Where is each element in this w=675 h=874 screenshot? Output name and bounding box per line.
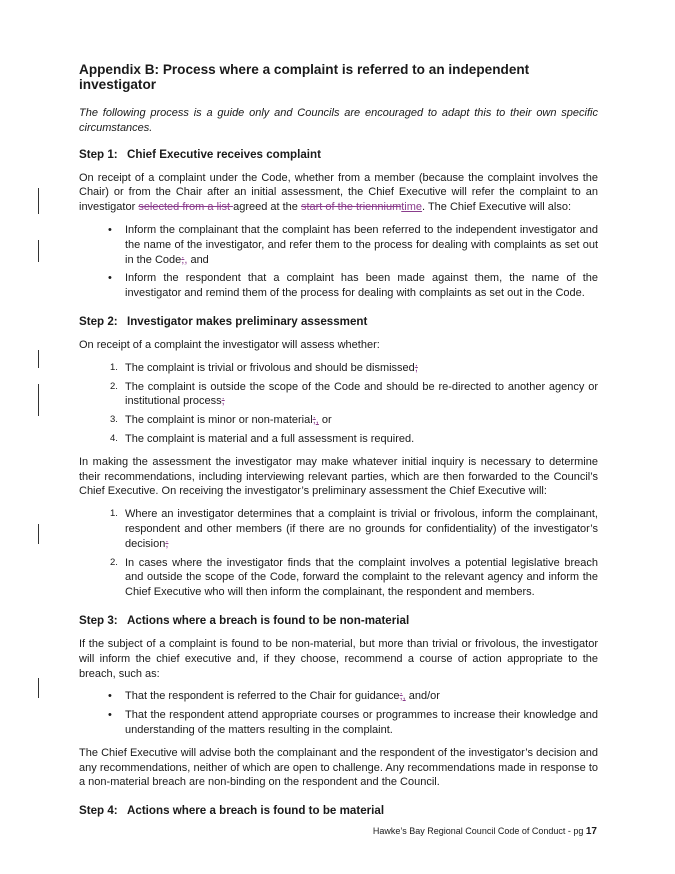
step2-numbered-list xyxy=(79,361,598,447)
list-item: 3. The complaint is minor or non-material;, or xyxy=(110,414,332,427)
step2-actions-list xyxy=(79,507,598,600)
page-footer: Hawke’s Bay Regional Council Code of Conduct - pg 17 xyxy=(372,826,597,837)
list-item: • Inform the respondent that a complaint has been made against them, the name of the investigator and remind them of the process for dealing with complaints as set out in the Code. xyxy=(125,271,598,301)
list-item: • Inform the complainant that the complaint has been referred to the independent investigator and the name of the investigator, and refer them to the process for dealing with complaints as set out in the Code;, and xyxy=(125,223,598,267)
list-item: 1. The complaint is trivial or frivolous and should be dismissed; xyxy=(110,361,418,374)
list-item: • That the respondent attend appropriate courses or programmes to increase their knowledge and understanding of the matters resulting in the complaint. xyxy=(125,708,598,738)
step3-heading: Step 3: Actions where a breach is found to be non-material xyxy=(79,613,410,627)
document-page xyxy=(79,62,598,827)
step4-heading: Step 4: Actions where a breach is found to be material xyxy=(79,804,385,818)
list-item: 1. Where an investigator determines that a complaint is trivial or frivolous, inform the complainant, respondent and other members (if there are no grounds for confidentiality) of the investigator’s decision; xyxy=(110,508,598,550)
list-item: 2. The complaint is outside the scope of the Code and should be re-directed to another agency or institutional process; xyxy=(110,380,598,408)
list-item: • That the respondent is referred to the Chair for guidance;, and/or xyxy=(125,689,598,704)
step1-bullet-list xyxy=(79,223,598,301)
step2-heading: Step 2: Investigator makes preliminary assessment xyxy=(79,314,368,328)
step3-paragraph-2: The Chief Executive will advise both the complainant and the respondent of the investigator’s decision and any recommendations, neither of which are open to challenge. Any recommendations made in response to a non-material breach are non-binding on the respondent and the Council. xyxy=(79,746,598,789)
step1-paragraph: On receipt of a complaint under the Code, whether from a member (because the complaint involves the Chair) or from the Chair after an initial assessment, the Chief Executive will refer the complaint to an investigator selected from a list agreed at the start of the trienniumtime. The Chief Executive will also: xyxy=(79,171,598,214)
inserted-text: time xyxy=(401,201,423,214)
step2-paragraph: In making the assessment the investigator may make whatever initial inquiry is necessary to determine their recommendations, including interviewing relevant parties, which are then forwarded to the Council’s Chief Executive. On receiving the investigator’s preliminary assessment the Chief Executive will: xyxy=(79,455,598,498)
change-bar xyxy=(38,350,39,368)
list-item: 2. In cases where the investigator finds that the complaint involves a potential legislative breach and outside the scope of the Code, forward the complaint to the relevant agency and inform the Chief Executive who will then inform the complainant, the respondent and members. xyxy=(110,556,598,599)
deleted-text: start of the triennium xyxy=(300,201,402,214)
change-bar xyxy=(38,678,39,698)
deleted-text: selected from a list xyxy=(138,201,234,214)
list-item: 4. The complaint is material and a full assessment is required. xyxy=(110,432,415,445)
page-title: Appendix B: Process where a complaint is referred to an independent investigator xyxy=(79,62,530,92)
step3-paragraph: If the subject of a complaint is found to be non-material, but more than trivial or frivolous, the investigator will inform the chief executive and, if they choose, recommend a course of action appropriate to the breach, such as: xyxy=(79,637,598,680)
step3-bullet-list xyxy=(79,689,598,737)
change-bar xyxy=(38,240,39,262)
step2-lead: On receipt of a complaint the investigator will assess whether: xyxy=(79,338,380,351)
page-number: 17 xyxy=(585,826,597,837)
change-bar xyxy=(38,384,39,416)
change-bar xyxy=(38,524,39,544)
change-bar xyxy=(38,188,39,214)
step1-heading: Step 1: Chief Executive receives complaint xyxy=(79,147,321,161)
intro-text: The following process is a guide only and Councils are encouraged to adapt this to their own specific circumstances. xyxy=(79,107,598,134)
